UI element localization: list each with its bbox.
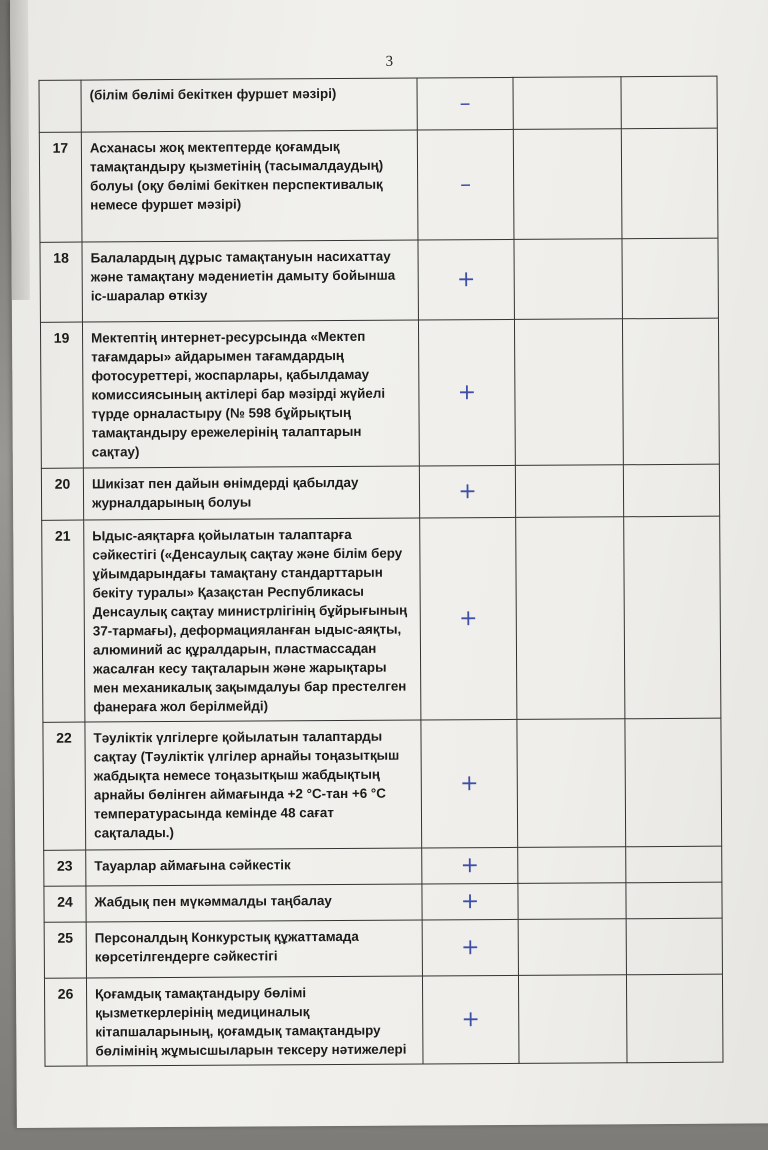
empty-cell xyxy=(518,883,626,920)
document-page xyxy=(10,0,768,1128)
empty-cell xyxy=(621,76,717,129)
row-requirement: Персоналдың Конкурстық құжаттамада көрсетілгендерге сәйкестігі xyxy=(86,920,422,978)
handwritten-mark: + xyxy=(421,719,518,848)
empty-cell xyxy=(621,128,718,239)
row-requirement: Шикізат пен дайын өнімдерді қабылдау журналдарының болуы xyxy=(83,466,419,520)
row-number xyxy=(39,80,81,132)
handwritten-mark: + xyxy=(422,919,518,976)
handwritten-mark: + xyxy=(418,319,515,466)
handwritten-mark: + xyxy=(422,975,519,1064)
empty-cell xyxy=(518,919,626,976)
handwritten-mark: – xyxy=(417,129,514,240)
row-requirement: Тәуліктік үлгілерге қойылатын талаптарды сақтау (Тәуліктік үлгілер арнайы тоңазытқыш жабдықта немесе тоңазытқыш жабдықтың арнайы бөлінген аймағында +2 °С-тан +6 °С температурасында кемінде 48 сағат сақталады.) xyxy=(85,720,422,850)
empty-cell xyxy=(513,129,622,240)
row-number: 23 xyxy=(44,850,86,886)
empty-cell xyxy=(626,846,722,883)
empty-cell xyxy=(514,239,622,320)
table-row xyxy=(44,974,723,1066)
row-number: 21 xyxy=(42,520,85,722)
empty-cell xyxy=(623,464,719,517)
handwritten-mark: + xyxy=(419,465,515,518)
row-number: 19 xyxy=(40,322,83,468)
table-row xyxy=(44,918,722,978)
empty-cell xyxy=(624,516,721,719)
empty-cell xyxy=(518,975,627,1064)
row-requirement: (білім бөлімі бекіткен фуршет мәзірі) xyxy=(81,78,417,132)
row-requirement: Қоғамдық тамақтандыру бөлімі қызметкерлерінің медициналық кітапшаларының, қоғамдық тамақтандыру бөлімінің жұмысшыларын тексеру нәтижелері xyxy=(86,976,423,1066)
row-requirement: Мектептің интернет-ресурсында «Мектеп тағамдары» айдарымен тағамдардың фотосуреттері, жоспарлары, қабылдамау комиссиясының актілері бар мәзірді жүйелі түрде орналастыру (№ 598 бұйрықтың тамақтандыру ережелерінің талаптарын сақтау) xyxy=(82,320,419,468)
row-number: 18 xyxy=(40,242,82,322)
empty-cell xyxy=(514,319,623,466)
row-requirement: Балалардың дұрыс тамақтануын насихаттау және тамақтану мәдениетін дамыту бойынша іс-шаралар өткізу xyxy=(82,240,418,322)
table-row xyxy=(42,516,721,722)
table-row xyxy=(44,882,722,922)
row-requirement: Тауарлар аймағына сәйкестік xyxy=(86,848,422,886)
table-row xyxy=(43,718,722,850)
table-row xyxy=(40,318,719,468)
empty-cell xyxy=(518,847,626,884)
table-row xyxy=(40,238,718,322)
previous-page-edge xyxy=(10,0,30,300)
table-row xyxy=(39,76,717,132)
row-number: 26 xyxy=(44,978,87,1066)
row-number: 25 xyxy=(44,922,86,978)
table-row xyxy=(44,846,722,886)
empty-cell xyxy=(513,77,621,130)
empty-cell xyxy=(516,517,625,720)
empty-cell xyxy=(626,882,722,919)
row-requirement: Жабдық пен мүкәммалды таңбалау xyxy=(86,884,422,922)
handwritten-mark: + xyxy=(422,847,518,884)
handwritten-mark: + xyxy=(418,239,514,320)
handwritten-mark: – xyxy=(417,77,513,130)
row-requirement: Ыдыс-аяқтарға қойылатын талаптарға сәйкестігі («Денсаулық сақтау және білім беру ұйымдарындағы тамақтану стандарттарын бекіту туралы» Қазақстан Республикасы Денсаулық сақтау министрлігінің бұйрығының 37-тармағы), деформацияланған ыдыс-аяқты, алюминий ас құралдарын, пластмассадан жасалған кесу тақталарын және жарықтары мен механикалық зақымдалуы бар престелген фанераға жол берілмейді) xyxy=(84,518,421,722)
empty-cell xyxy=(622,238,718,319)
empty-cell xyxy=(626,918,722,975)
row-number: 17 xyxy=(39,132,82,242)
handwritten-mark: + xyxy=(420,517,517,720)
empty-cell xyxy=(515,465,623,518)
checklist-table xyxy=(38,76,723,1067)
empty-cell xyxy=(622,318,719,465)
table-row xyxy=(39,128,718,242)
row-number: 20 xyxy=(41,468,83,520)
page-number: 3 xyxy=(385,53,394,70)
empty-cell xyxy=(625,718,722,847)
table-row xyxy=(41,464,719,520)
row-number: 22 xyxy=(43,722,86,850)
row-requirement: Асханасы жоқ мектептерде қоғамдық тамақтандыру қызметінің (тасымалдаудың) болуы (оқу бөлімі бекіткен перспективалық немесе фуршет мәзірі) xyxy=(81,130,418,242)
empty-cell xyxy=(517,719,626,848)
row-number: 24 xyxy=(44,886,86,922)
empty-cell xyxy=(626,974,723,1063)
handwritten-mark: + xyxy=(422,883,518,920)
